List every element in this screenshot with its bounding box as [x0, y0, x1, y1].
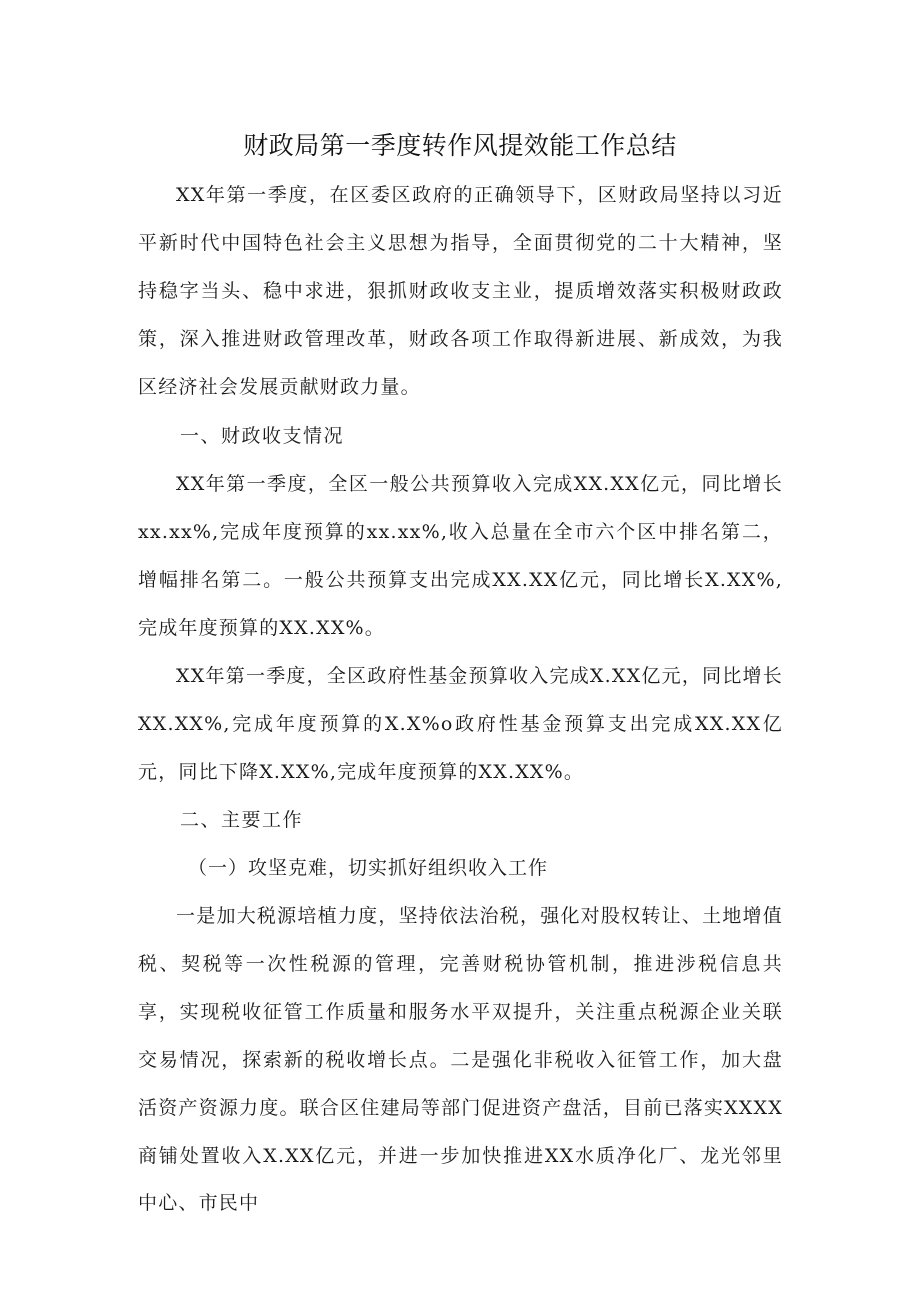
section-heading-fiscal-revenue-expenditure: 一、财政收支情况: [180, 425, 345, 447]
tax-work-paragraph: 一是加大税源培植力度，坚持依法治税，强化对股权转让、土地增值税、契税等一次性税源的管理，完善财税协管机制，推进涉税信息共享，实现税收征管工作质量和服务水平双提升，关注重点税源企业关联交易情况，探索新的税收增长点。二是强化非税收入征管工作，加大盘活资产资源力度。联合区住建局等部门促进资产盘活，目前已落实XXXX商铺处置收入X.XX亿元，并进一步加快推进XX水质净化厂、龙光邻里中心、市民中: [138, 905, 783, 1215]
section-heading-main-work: 二、主要工作: [180, 809, 304, 831]
general-budget-paragraph: XX年第一季度，全区一般公共预算收入完成XX.XX亿元，同比增长xx.xx%,完成年度预算的xx.xx%,收入总量在全市六个区中排名第二，增幅排名第二。一般公共预算支出完成XX.XX亿元，同比增长X.XX%,完成年度预算的XX.XX%。: [138, 473, 783, 639]
document-title: 财政局第一季度转作风提效能工作总结: [243, 131, 677, 160]
subsection-heading-revenue-work: （一）攻坚克难，切实抓好组织收入工作: [188, 857, 549, 879]
government-fund-paragraph: XX年第一季度，全区政府性基金预算收入完成X.XX亿元，同比增长XX.XX%,完成年度预算的X.X%o政府性基金预算支出完成XX.XX亿元，同比下降X.XX%,完成年度预算的XX.XX%。: [138, 665, 783, 783]
intro-paragraph: XX年第一季度，在区委区政府的正确领导下，区财政局坚持以习近平新时代中国特色社会主义思想为指导，全面贯彻党的二十大精神，坚持稳字当头、稳中求进，狠抓财政收支主业，提质增效落实积极财政政策，深入推进财政管理改革，财政各项工作取得新进展、新成效，为我区经济社会发展贡献财政力量。: [138, 184, 783, 398]
